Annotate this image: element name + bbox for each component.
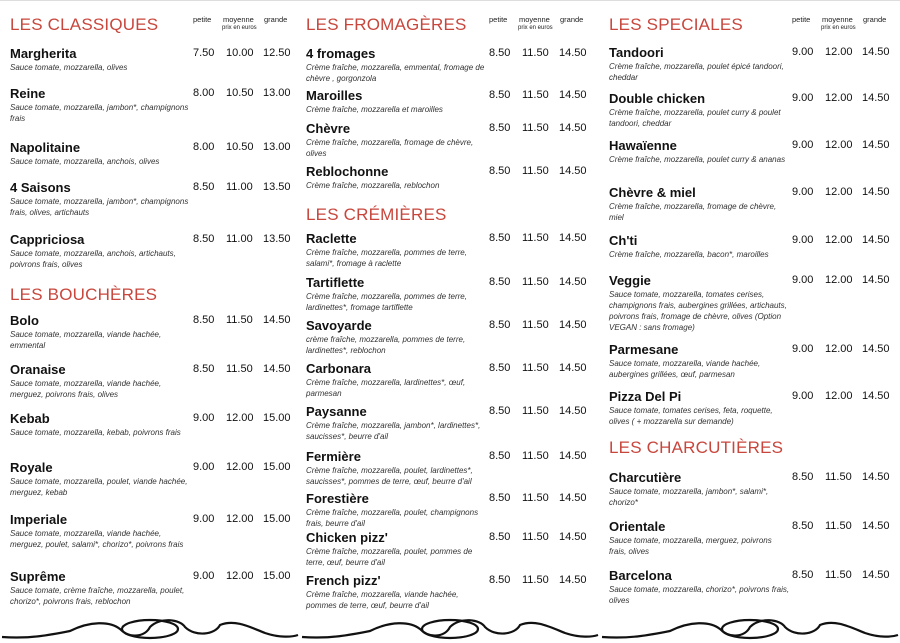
- price-grande: 14.50: [559, 89, 587, 101]
- price-grande: 14.50: [559, 232, 587, 244]
- price-grande: 14.50: [559, 531, 587, 543]
- price-grande: 14.50: [862, 390, 890, 402]
- price-petite: 8.50: [792, 520, 814, 532]
- price-moyenne: 11.50: [522, 122, 549, 134]
- menu-item: [609, 568, 899, 606]
- price-moyenne: 11.50: [825, 520, 852, 532]
- price-moyenne: 12.00: [825, 274, 853, 286]
- item-description: Sauce tomate, mozzarella, anchois, artichauts, poivrons frais, olives: [10, 249, 176, 269]
- price-petite: 9.00: [792, 46, 814, 58]
- price-moyenne: 11.50: [522, 574, 549, 586]
- menu-item: [10, 313, 300, 351]
- section-heading: LES CHARCUTIÈRES: [609, 438, 784, 457]
- price-petite: 8.50: [489, 276, 511, 288]
- item-description: Sauce tomate, mozzarella, viande hachée, aubergines grillées, œuf, parmesan: [609, 359, 761, 379]
- price-grande: 15.00: [263, 570, 291, 582]
- price-petite: 8.00: [193, 141, 215, 153]
- price-moyenne: 10.50: [226, 141, 254, 153]
- price-grande: 14.50: [862, 234, 890, 246]
- item-name: Reine: [10, 86, 46, 101]
- price-petite: 9.00: [193, 513, 215, 525]
- section-heading: LES BOUCHÈRES: [10, 285, 158, 304]
- item-description: Sauce tomate, mozzarella, chorizo*, poivrons frais, olives: [609, 585, 790, 605]
- price-grande: 14.50: [862, 274, 890, 286]
- item-description: Sauce tomate, mozzarella, viande hachée, merguez, poivrons frais, olives: [10, 379, 162, 399]
- item-name: Tandoori: [609, 45, 664, 60]
- item-description: Sauce tomate, crème fraîche, mozzarella, poulet, chorizo*, poivrons frais, reblochon: [10, 586, 185, 606]
- price-petite: 8.50: [193, 233, 215, 245]
- item-name: Forestière: [306, 491, 369, 506]
- price-petite: 9.00: [193, 461, 215, 473]
- price-petite: 8.50: [489, 492, 511, 504]
- menu-column-1: [10, 1, 305, 611]
- price-petite: 9.00: [792, 234, 814, 246]
- price-moyenne: 11.50: [825, 569, 852, 581]
- item-name: Chicken pizz': [306, 530, 388, 545]
- price-grande: 14.50: [559, 47, 587, 59]
- price-grande: 14.50: [862, 186, 890, 198]
- menu-item: [10, 86, 300, 124]
- price-moyenne: 12.00: [825, 234, 853, 246]
- menu-item: [609, 389, 899, 427]
- item-name: Hawaïenne: [609, 138, 677, 153]
- item-name: Charcutière: [609, 470, 682, 485]
- price-petite: 8.50: [489, 362, 511, 374]
- item-description: Crème fraîche, mozzarella, pommes de terre, salami*, fromage à raclette: [306, 248, 467, 268]
- price-moyenne: 12.00: [825, 139, 853, 151]
- price-header-grande: [863, 15, 886, 24]
- item-description: Sauce tomate, mozzarella, jambon*, champignons frais, olives, artichauts: [10, 197, 189, 217]
- price-header-label: moyenne: [519, 15, 550, 24]
- item-name: 4 fromages: [306, 46, 376, 61]
- price-header-label: petite: [489, 15, 508, 24]
- section-heading: LES CLASSIQUES: [10, 15, 159, 34]
- menu-item: [10, 362, 300, 400]
- price-header-moyenne: [518, 15, 553, 31]
- menu-column-2: [306, 1, 601, 611]
- price-moyenne: 11.50: [226, 363, 253, 375]
- item-description: Crème fraîche, mozzarella, reblochon: [306, 181, 440, 190]
- price-header-petite: [792, 15, 810, 24]
- price-grande: 14.50: [559, 122, 587, 134]
- item-name: Pizza Del Pi: [609, 389, 682, 404]
- item-description: Sauce tomate, mozzarella, tomates cerises, champignons frais, aubergines grillées, artichauts, poivrons frais, fromage de chèvre, olives (Option VEGAN : sans fromage): [609, 290, 787, 332]
- price-grande: 14.50: [559, 362, 587, 374]
- item-name: Chèvre: [306, 121, 351, 136]
- price-petite: 9.00: [792, 92, 814, 104]
- price-grande: 14.50: [862, 343, 890, 355]
- price-moyenne: 10.50: [226, 87, 254, 99]
- price-header-grande: [264, 15, 287, 24]
- price-grande: 14.50: [559, 276, 587, 288]
- price-petite: 9.00: [193, 570, 215, 582]
- section-heading: LES FROMAGÈRES: [306, 15, 467, 34]
- price-moyenne: 11.00: [226, 233, 253, 245]
- scroll-ornament: [602, 620, 898, 637]
- item-name: Parmesane: [609, 342, 679, 357]
- menu-item: [306, 404, 596, 442]
- price-grande: 13.00: [263, 141, 291, 153]
- menu-item: [306, 275, 596, 313]
- price-moyenne: 12.00: [226, 570, 254, 582]
- price-petite: 8.50: [792, 569, 814, 581]
- menu-item: [609, 519, 899, 557]
- item-description: Crème fraîche, mozzarella, poulet, champignons frais, beurre d'ail: [306, 508, 479, 528]
- price-moyenne: 11.50: [522, 531, 549, 543]
- price-grande: 15.00: [263, 513, 291, 525]
- price-header-grande: [560, 15, 583, 24]
- price-moyenne: 11.50: [825, 471, 852, 483]
- item-description: Crème fraîche, mozzarella, emmental, fromage de chèvre , gorgonzola: [306, 63, 485, 83]
- item-description: Crème fraîche, mozzarella, fromage de chèvre, olives: [306, 138, 474, 158]
- price-grande: 14.50: [559, 574, 587, 586]
- price-header-label: petite: [792, 15, 811, 24]
- price-unit-label: prix en euros: [821, 25, 856, 31]
- price-petite: 8.50: [792, 471, 814, 483]
- price-unit-label: prix en euros: [222, 25, 257, 31]
- item-description: Crème fraîche, mozzarella, poulet curry & ananas: [609, 155, 786, 164]
- item-description: Crème fraîche, mozzarella, fromage de chèvre, miel: [609, 202, 777, 222]
- price-grande: 12.50: [263, 47, 291, 59]
- price-moyenne: 11.50: [522, 450, 549, 462]
- price-grande: 14.50: [263, 314, 291, 326]
- price-moyenne: 11.50: [522, 362, 549, 374]
- price-petite: 8.50: [193, 181, 215, 193]
- menu-item: [306, 449, 596, 487]
- scroll-ornament: [2, 620, 298, 637]
- item-name: Fermière: [306, 449, 361, 464]
- menu-item: [609, 470, 899, 508]
- price-moyenne: 11.50: [522, 276, 549, 288]
- price-moyenne: 11.50: [522, 89, 549, 101]
- item-description: Sauce tomate, mozzarella, poulet, viande hachée, merguez, kebab: [10, 477, 188, 497]
- price-moyenne: 12.00: [825, 46, 853, 58]
- menu-item: [306, 46, 596, 84]
- price-petite: 8.00: [193, 87, 215, 99]
- price-header-label: moyenne: [822, 15, 853, 24]
- price-grande: 15.00: [263, 412, 291, 424]
- price-grande: 13.00: [263, 87, 291, 99]
- price-moyenne: 12.00: [825, 186, 853, 198]
- item-description: Sauce tomate, mozzarella, anchois, olives: [10, 157, 160, 166]
- price-petite: 8.50: [489, 165, 511, 177]
- menu-item: [306, 491, 596, 529]
- price-grande: 14.50: [263, 363, 291, 375]
- menu-item: [10, 180, 300, 218]
- item-description: Crème fraîche, mozzarella, pommes de terre, lardinettes*, fromage tartiflette: [306, 292, 467, 312]
- price-grande: 14.50: [559, 450, 587, 462]
- price-petite: 9.00: [792, 343, 814, 355]
- price-header-petite: [489, 15, 507, 24]
- menu-item: [306, 318, 596, 356]
- item-name: Reblochonne: [306, 164, 389, 179]
- menu-item: [609, 233, 899, 260]
- price-grande: 14.50: [862, 139, 890, 151]
- price-petite: 9.00: [193, 412, 215, 424]
- price-grande: 14.50: [559, 165, 587, 177]
- price-moyenne: 12.00: [226, 513, 254, 525]
- price-petite: 9.00: [792, 186, 814, 198]
- price-header-petite: [193, 15, 211, 24]
- item-name: Cappriciosa: [10, 232, 85, 247]
- item-description: Crème fraîche, mozzarella, lardinettes*, œuf, parmesan: [306, 378, 466, 398]
- price-header-label: moyenne: [223, 15, 254, 24]
- price-grande: 13.50: [263, 181, 291, 193]
- price-petite: 8.50: [489, 319, 511, 331]
- price-grande: 14.50: [862, 569, 890, 581]
- price-petite: 8.50: [193, 314, 215, 326]
- menu-item: [609, 342, 899, 380]
- price-petite: 9.00: [792, 274, 814, 286]
- price-grande: 14.50: [862, 46, 890, 58]
- item-name: Double chicken: [609, 91, 706, 106]
- price-grande: 14.50: [559, 492, 587, 504]
- item-description: Sauce tomate, mozzarella, jambon*, salami*, chorizo*: [609, 487, 769, 507]
- menu-item: [609, 138, 899, 165]
- item-description: Sauce tomate, mozzarella, viande hachée, merguez, poulet, salami*, chorizo*, poivrons frais: [10, 529, 184, 549]
- menu-item: [306, 530, 596, 568]
- item-name: Ch'ti: [609, 233, 638, 248]
- price-grande: 14.50: [862, 520, 890, 532]
- item-description: Sauce tomate, mozzarella, olives: [10, 63, 128, 72]
- item-name: Oranaise: [10, 362, 66, 377]
- price-unit-label: prix en euros: [518, 25, 553, 31]
- menu-item: [609, 91, 899, 129]
- price-petite: 7.50: [193, 47, 215, 59]
- menu-item: [10, 232, 300, 270]
- item-description: Sauce tomate, mozzarella, jambon*, champignons frais: [10, 103, 189, 123]
- item-name: Barcelona: [609, 568, 672, 583]
- item-name: Savoyarde: [306, 318, 372, 333]
- item-name: Paysanne: [306, 404, 367, 419]
- price-moyenne: 12.00: [825, 343, 853, 355]
- price-grande: 14.50: [862, 92, 890, 104]
- ornamental-scroll-border: [0, 613, 900, 643]
- price-petite: 8.50: [489, 531, 511, 543]
- item-description: Sauce tomate, tomates cerises, feta, roquette, olives ( + mozzarella sur demande): [609, 406, 773, 426]
- price-header-label: grande: [264, 15, 288, 24]
- item-name: Royale: [10, 460, 53, 475]
- item-name: Margherita: [10, 46, 77, 61]
- item-description: crème fraîche, mozzarella, pommes de terre, lardinettes*, reblochon: [306, 335, 466, 355]
- menu-item: [10, 46, 300, 73]
- price-moyenne: 12.00: [825, 92, 853, 104]
- menu-item: [10, 140, 300, 167]
- price-moyenne: 12.00: [825, 390, 853, 402]
- price-header-moyenne: [222, 15, 257, 31]
- item-description: Crème fraîche, mozzarella, bacon*, maroilles: [609, 250, 769, 259]
- menu-item: [306, 573, 596, 611]
- price-grande: 14.50: [559, 405, 587, 417]
- price-petite: 8.50: [489, 574, 511, 586]
- menu-item: [609, 45, 899, 83]
- section-heading: LES CRÉMIÈRES: [306, 205, 447, 224]
- price-petite: 8.50: [489, 47, 511, 59]
- item-description: Crème fraîche, mozzarella et maroilles: [306, 105, 443, 114]
- price-moyenne: 11.50: [522, 232, 549, 244]
- price-grande: 14.50: [862, 471, 890, 483]
- price-moyenne: 10.00: [226, 47, 254, 59]
- price-petite: 9.00: [792, 139, 814, 151]
- price-grande: 15.00: [263, 461, 291, 473]
- item-description: Crème fraîche, mozzarella, jambon*, lardinettes*, saucisses*, beurre d'ail: [306, 421, 481, 441]
- menu-item: [306, 88, 596, 115]
- price-moyenne: 11.50: [522, 165, 549, 177]
- item-name: French pizz': [306, 573, 381, 588]
- item-name: Chèvre & miel: [609, 185, 696, 200]
- item-name: Carbonara: [306, 361, 372, 376]
- price-grande: 13.50: [263, 233, 291, 245]
- item-name: Napolitaine: [10, 140, 81, 155]
- price-petite: 8.50: [489, 89, 511, 101]
- item-name: Tartiflette: [306, 275, 365, 290]
- price-header-moyenne: [821, 15, 856, 31]
- menu-item: [609, 273, 899, 333]
- menu-item: [10, 411, 300, 438]
- item-name: Bolo: [10, 313, 39, 328]
- price-petite: 8.50: [193, 363, 215, 375]
- price-petite: 8.50: [489, 450, 511, 462]
- menu-item: [306, 231, 596, 269]
- price-petite: 8.50: [489, 122, 511, 134]
- menu-item: [10, 569, 300, 607]
- item-description: Crème fraîche, mozzarella, poulet curry & poulet tandoori, cheddar: [609, 108, 781, 128]
- scroll-ornament: [302, 620, 598, 637]
- price-moyenne: 12.00: [226, 412, 254, 424]
- price-grande: 14.50: [559, 319, 587, 331]
- item-name: Maroilles: [306, 88, 363, 103]
- item-description: Crème fraîche, mozzarella, poulet épicé tandoori, cheddar: [609, 62, 784, 82]
- price-petite: 8.50: [489, 232, 511, 244]
- price-header-label: petite: [193, 15, 212, 24]
- item-name: Veggie: [609, 273, 651, 288]
- menu-item: [609, 185, 899, 223]
- item-name: 4 Saisons: [10, 180, 71, 195]
- menu-column-3: [609, 1, 900, 611]
- menu-item: [306, 121, 596, 159]
- price-moyenne: 11.50: [522, 492, 549, 504]
- menu-item: [306, 164, 596, 191]
- item-description: Sauce tomate, mozzarella, kebab, poivrons frais: [10, 428, 181, 437]
- item-name: Suprême: [10, 569, 66, 584]
- price-petite: 8.50: [489, 405, 511, 417]
- price-moyenne: 12.00: [226, 461, 254, 473]
- section-heading: LES SPECIALES: [609, 15, 743, 34]
- menu-item: [10, 512, 300, 550]
- item-name: Imperiale: [10, 512, 68, 527]
- item-description: Crème fraîche, mozzarella, viande hachée, pommes de terre, œuf, beurre d'ail: [306, 590, 459, 610]
- item-name: Kebab: [10, 411, 50, 426]
- price-moyenne: 11.50: [522, 405, 549, 417]
- price-header-label: grande: [863, 15, 887, 24]
- price-moyenne: 11.50: [522, 47, 549, 59]
- item-name: Raclette: [306, 231, 357, 246]
- item-name: Orientale: [609, 519, 666, 534]
- menu-item: [306, 361, 596, 399]
- item-description: Sauce tomate, mozzarella, merguez, poivrons frais, olives: [609, 536, 772, 556]
- price-moyenne: 11.00: [226, 181, 253, 193]
- item-description: Crème fraîche, mozzarella, poulet, lardinettes*, saucisses*, pommes de terre, œuf, beurre d'ail: [306, 466, 473, 486]
- menu-item: [10, 460, 300, 498]
- price-moyenne: 11.50: [226, 314, 253, 326]
- item-description: Sauce tomate, mozzarella, viande hachée, emmental: [10, 330, 162, 350]
- price-header-label: grande: [560, 15, 584, 24]
- price-moyenne: 11.50: [522, 319, 549, 331]
- price-petite: 9.00: [792, 390, 814, 402]
- item-description: Crème fraîche, mozzarella, poulet, pommes de terre, œuf, beurre d'ail: [306, 547, 473, 567]
